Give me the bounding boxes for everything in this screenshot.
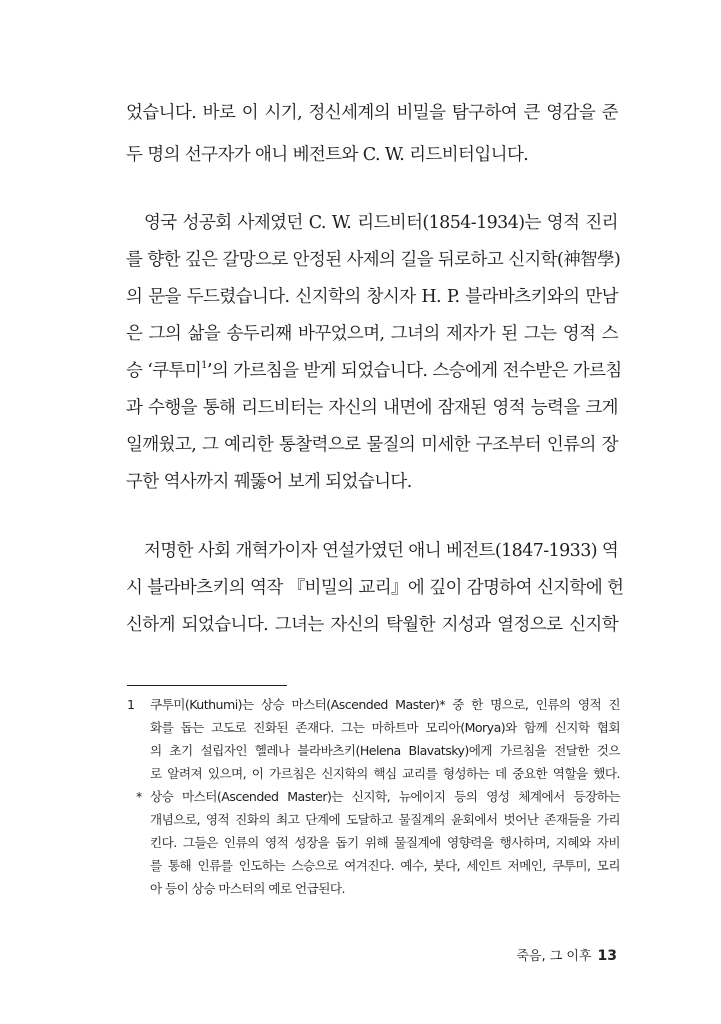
footnote-line: 개념으로, 영적 진화의 최고 단계에 도달하고 물질계의 윤회에서 벗어난 존재들을 가리 [150, 812, 620, 827]
text-line: 일깨웠고, 그 예리한 통찰력으로 물질의 미세한 구조부터 인류의 장 [126, 435, 618, 455]
text-line: 과 수행을 통해 리드비터는 자신의 내면에 잠재된 영적 능력을 크게 [126, 398, 618, 418]
footnote-line: 의 초기 설립자인 헬레나 블라바츠키(Helena Blavatsky)에게 가르침을 전달한 것으 [150, 743, 620, 758]
page-number: 13 [597, 948, 617, 964]
footnote-number: 1 [127, 697, 135, 712]
text-line: 신하게 되었습니다. 그녀는 자신의 탁월한 지성과 열정으로 신지학 [126, 615, 618, 635]
text-line: 은 그의 삶을 송두리째 바꾸었으며, 그녀의 제자가 된 그는 영적 스 [126, 324, 618, 344]
text-line: 저명한 사회 개혁가이자 연설가였던 애니 베전트(1847-1933) 역 [144, 541, 619, 561]
footnote-asterisk: * [136, 789, 142, 804]
footnote-line: 상승 마스터(Ascended Master)는 신지학, 뉴에이지 등의 영성 체계에서 등장하는 [150, 789, 620, 804]
text-line: 영국 성공회 사제였던 C. W. 리드비터(1854-1934)는 영적 진리 [144, 213, 618, 233]
text-line: 었습니다. 바로 이 시기, 정신세계의 비밀을 탐구하여 큰 영감을 준 [126, 103, 618, 123]
text-segment: 승 ‘쿠투미$^1$’의 가르침을 받게 되었습니다. 스승에게 전수받은 가르침 [126, 360, 622, 381]
text-line: 두 명의 선구자가 애니 베전트와 C. W. 리드비터입니다. [126, 145, 529, 165]
text-line: 를 향한 깊은 갈망으로 안정된 사제의 길을 뒤로하고 신지학(神智學) [126, 250, 621, 270]
footnote-ref-1: 1 [201, 360, 207, 371]
text-line: 의 문을 두드렸습니다. 신지학의 창시자 H. P. 블라바츠키와의 만남 [126, 287, 618, 307]
footnote-line: 를 통해 인류를 인도하는 스승으로 여겨진다. 예수, 붓다, 세인트 저메인, 쿠투미, 모리 [150, 858, 620, 873]
footnote-line: 쿠투미(Kuthumi)는 상승 마스터(Ascended Master)* 중 한 명으로, 인류의 영적 진 [150, 697, 620, 712]
footnote-divider [127, 685, 287, 686]
text-line: 시 블라바츠키의 역작 『비밀의 교리』에 깊이 감명하여 신지학에 헌 [126, 578, 624, 598]
text-line: 구한 역사까지 꿰뚫어 보게 되었습니다. [126, 472, 412, 492]
footnote-line: 킨다. 그들은 인류의 영적 성장을 돕기 위해 물질계에 영향력을 행사하며, 지혜와 자비 [150, 835, 620, 850]
footnote-line: 화를 돕는 고도로 진화된 존재다. 그는 마하트마 모리아(Morya)와 함께 신지학 협회 [150, 720, 620, 735]
text-line [126, 359, 622, 383]
book-title: 죽음, 그 이후 [516, 949, 592, 964]
footnote-line: 로 알려져 있으며, 이 가르침은 신지학의 핵심 교리를 형성하는 데 중요한 역할을 했다. [150, 766, 620, 781]
running-footer [516, 945, 617, 964]
footnote-line: 아 등이 상승 마스터의 예로 언급된다. [150, 881, 345, 896]
